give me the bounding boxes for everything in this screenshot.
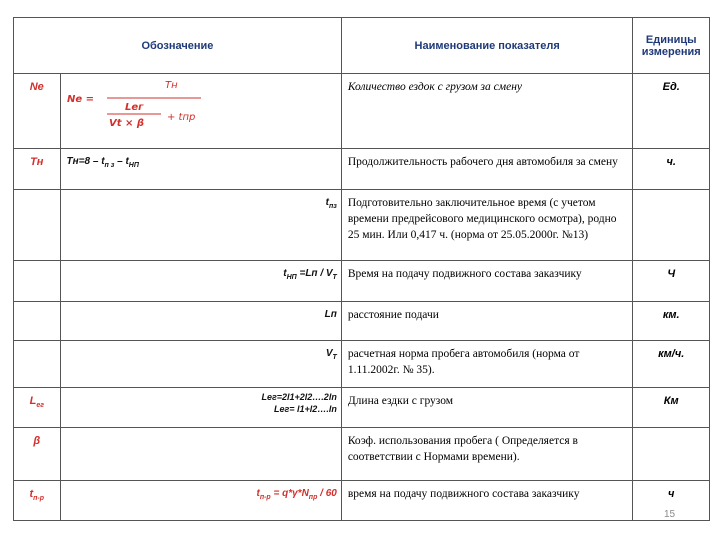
- expr-text: / 60: [317, 488, 337, 499]
- slide-number: 15: [664, 509, 676, 520]
- desc-cell: Продолжительность рабочего дня автомобиля за смену: [341, 149, 633, 190]
- table-row: [14, 261, 710, 302]
- header-designation: Обозначение: [14, 18, 342, 74]
- formula-lhs: Ne =: [66, 94, 94, 105]
- formula-inner-numerator: Lег: [124, 102, 143, 113]
- expr-line: Lег=2l1+2l2….2ln: [261, 392, 337, 402]
- symbol-cell: [14, 74, 61, 149]
- expr-text: t: [256, 488, 260, 499]
- unit-cell: ч.: [633, 149, 710, 190]
- ne-formula: [65, 74, 337, 140]
- expr-sub: п-р: [259, 494, 271, 501]
- symbol-cell: [14, 481, 61, 521]
- symbol-text: L: [29, 395, 37, 407]
- expr-cell: [60, 428, 341, 481]
- formula-numerator: Tн: [164, 80, 178, 91]
- expr-text: – t: [114, 156, 129, 167]
- expr-text: t: [283, 268, 287, 279]
- expr-text: = q*γ*N: [270, 488, 309, 499]
- expr-text: V: [325, 348, 333, 359]
- expr-text: =Lп / V: [296, 268, 333, 279]
- header-indicator-name: Наименование показателя: [341, 18, 633, 74]
- desc-cell: Количество ездок с грузом за смену: [341, 74, 633, 149]
- symbol-cell: [14, 190, 61, 261]
- unit-cell: Км: [633, 388, 710, 428]
- table-row: [14, 149, 710, 190]
- symbol-cell: [14, 261, 61, 302]
- symbol-cell: [14, 302, 61, 341]
- symbol-cell: [14, 388, 61, 428]
- symbol-text: Ne: [29, 81, 44, 93]
- symbol-sub: п-р: [33, 495, 45, 502]
- table-row: [14, 190, 710, 261]
- expr-cell: [60, 190, 341, 261]
- unit-cell: км.: [633, 302, 710, 341]
- unit-cell: км/ч.: [633, 341, 710, 388]
- expr-sub: пр: [308, 494, 318, 501]
- symbol-sub: ег: [36, 402, 44, 409]
- expr-cell: Lп: [60, 302, 341, 341]
- expr-cell: [60, 388, 341, 428]
- symbol-cell: β: [14, 428, 61, 481]
- expr-line: Lег= l1+l2….ln: [273, 404, 337, 414]
- expr-cell: [60, 261, 341, 302]
- unit-cell: ч: [633, 481, 710, 521]
- symbol-cell: Tн: [14, 149, 61, 190]
- expr-text: t: [325, 197, 329, 208]
- table-row: [14, 341, 710, 388]
- desc-cell: время на подачу подвижного состава заказчику: [341, 481, 633, 521]
- unit-cell: [633, 428, 710, 481]
- formula-cell: [60, 74, 341, 149]
- table-row: [14, 302, 710, 341]
- expr-sub: T: [332, 274, 337, 281]
- unit-cell: Ч: [633, 261, 710, 302]
- expr-sub: НП: [128, 162, 139, 169]
- expr-text: Tн=8 – t: [66, 156, 105, 167]
- table-row: [14, 481, 710, 521]
- desc-cell: Длина ездки с грузом: [341, 388, 633, 428]
- table-row: [14, 74, 710, 149]
- unit-cell: Ед.: [633, 74, 710, 149]
- desc-cell: расстояние подачи: [341, 302, 633, 341]
- expr-sub: п з: [104, 162, 115, 169]
- expr-sub: T: [332, 354, 337, 361]
- header-units: Единицы измерения: [633, 18, 710, 74]
- desc-cell: Коэф. использования пробега ( Определяется в соответствии с Нормами времени).: [341, 428, 633, 481]
- ne-formula-image: [65, 74, 225, 134]
- symbol-cell: [14, 341, 61, 388]
- table-row: [14, 428, 710, 481]
- expr-cell: [60, 481, 341, 521]
- desc-cell: расчетная норма пробега автомобиля (норма от 1.11.2002г. № 35).: [341, 341, 633, 388]
- formula-inner-denominator: Vt × β: [108, 118, 144, 129]
- table-row: [14, 388, 710, 428]
- unit-cell: [633, 190, 710, 261]
- desc-cell: Время на подачу подвижного состава заказчику: [341, 261, 633, 302]
- formula-plus: + tпр: [166, 112, 195, 123]
- expr-cell: [60, 149, 341, 190]
- expr-cell: [60, 341, 341, 388]
- expr-sub: НП: [286, 274, 297, 281]
- expr-sub: пз: [328, 203, 337, 210]
- table-header-row: [14, 18, 710, 74]
- indicator-table: [13, 17, 710, 521]
- symbol-text: t: [29, 488, 34, 500]
- desc-cell: Подготовительно заключительное время (с учетом времени предрейсового медицинского осмотра), родно 25 мин. Или 0,417 ч. (норма от 25.05.2000г. №13): [341, 190, 633, 261]
